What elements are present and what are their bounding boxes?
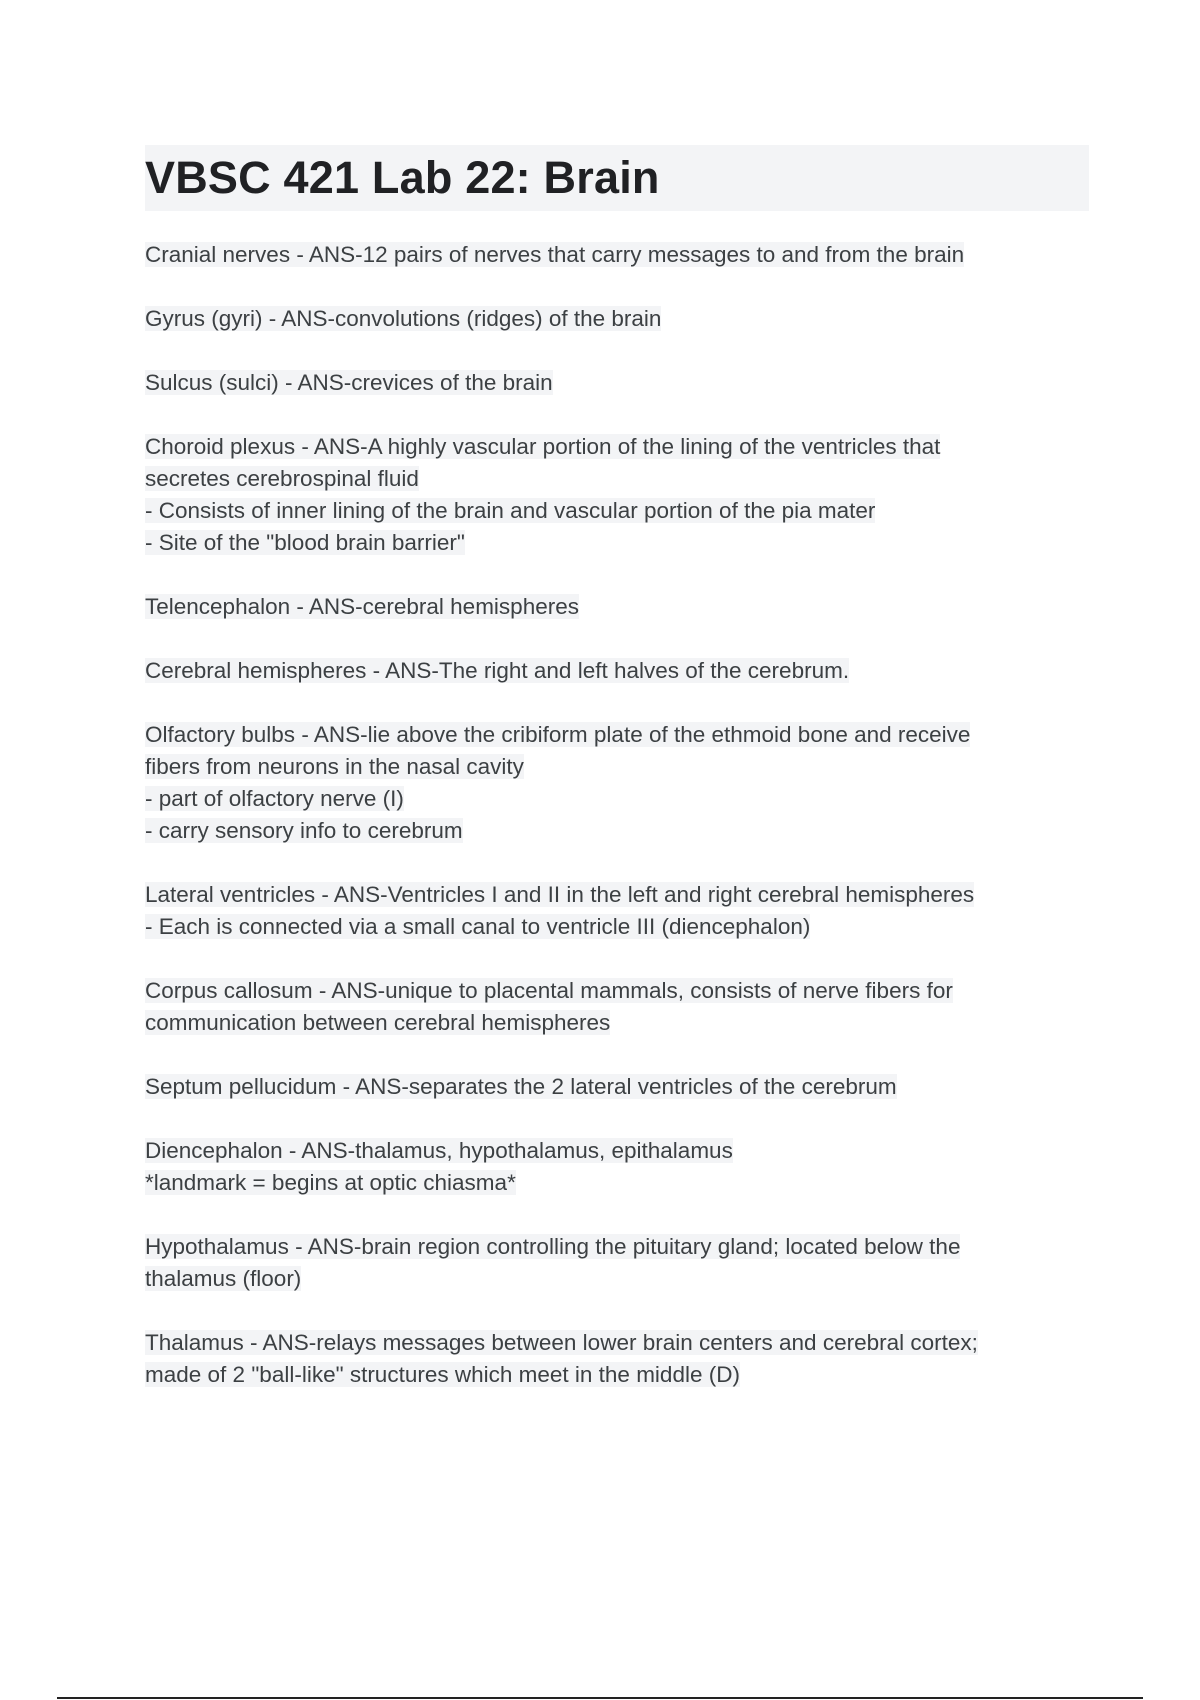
entry-line: *landmark = begins at optic chiasma* bbox=[145, 1170, 516, 1195]
page-bottom-divider bbox=[57, 1697, 1143, 1699]
entry-line: Gyrus (gyri) - ANS-convolutions (ridges) of the brain bbox=[145, 306, 662, 331]
entry-line: - Each is connected via a small canal to ventricle III (diencephalon) bbox=[145, 914, 811, 939]
entry-line: Cerebral hemispheres - ANS-The right and left halves of the cerebrum. bbox=[145, 658, 850, 683]
entry-thalamus bbox=[145, 1327, 1095, 1391]
entry-line: Hypothalamus - ANS-brain region controlling the pituitary gland; located below the bbox=[145, 1234, 961, 1259]
entry-list bbox=[145, 239, 1095, 1423]
entry-gyrus bbox=[145, 303, 1095, 335]
entry-line: Telencephalon - ANS-cerebral hemispheres bbox=[145, 594, 579, 619]
entry-cerebral-hemispheres bbox=[145, 655, 1095, 687]
entry-line: Thalamus - ANS-relays messages between lower brain centers and cerebral cortex; bbox=[145, 1330, 978, 1355]
entry-choroid-plexus bbox=[145, 431, 1095, 559]
entry-line: Olfactory bulbs - ANS-lie above the cribiform plate of the ethmoid bone and receive bbox=[145, 722, 971, 747]
entry-line: communication between cerebral hemispheres bbox=[145, 1010, 611, 1035]
entry-line: - carry sensory info to cerebrum bbox=[145, 818, 463, 843]
entry-line: Sulcus (sulci) - ANS-crevices of the brain bbox=[145, 370, 553, 395]
entry-line: Cranial nerves - ANS-12 pairs of nerves that carry messages to and from the brain bbox=[145, 242, 965, 267]
entry-diencephalon bbox=[145, 1135, 1095, 1199]
entry-line: Septum pellucidum - ANS-separates the 2 lateral ventricles of the cerebrum bbox=[145, 1074, 897, 1099]
entry-cranial-nerves bbox=[145, 239, 1095, 271]
entry-olfactory-bulbs bbox=[145, 719, 1095, 847]
entry-line: Diencephalon - ANS-thalamus, hypothalamus, epithalamus bbox=[145, 1138, 733, 1163]
entry-lateral-ventricles bbox=[145, 879, 1095, 943]
entry-line: - Site of the "blood brain barrier" bbox=[145, 530, 465, 555]
entry-line: Choroid plexus - ANS-A highly vascular portion of the lining of the ventricles that bbox=[145, 434, 941, 459]
entry-line: secretes cerebrospinal fluid bbox=[145, 466, 419, 491]
entry-line: Lateral ventricles - ANS-Ventricles I and II in the left and right cerebral hemispheres bbox=[145, 882, 975, 907]
entry-telencephalon bbox=[145, 591, 1095, 623]
entry-sulcus bbox=[145, 367, 1095, 399]
entry-line: fibers from neurons in the nasal cavity bbox=[145, 754, 524, 779]
entry-hypothalamus bbox=[145, 1231, 1095, 1295]
entry-line: thalamus (floor) bbox=[145, 1266, 302, 1291]
entry-septum-pellucidum bbox=[145, 1071, 1095, 1103]
entry-line: - part of olfactory nerve (I) bbox=[145, 786, 404, 811]
entry-corpus-callosum bbox=[145, 975, 1095, 1039]
entry-line: - Consists of inner lining of the brain and vascular portion of the pia mater bbox=[145, 498, 876, 523]
entry-line: Corpus callosum - ANS-unique to placental mammals, consists of nerve fibers for bbox=[145, 978, 953, 1003]
entry-line: made of 2 "ball-like" structures which meet in the middle (D) bbox=[145, 1362, 740, 1387]
document-title: VBSC 421 Lab 22: Brain bbox=[145, 145, 1089, 211]
